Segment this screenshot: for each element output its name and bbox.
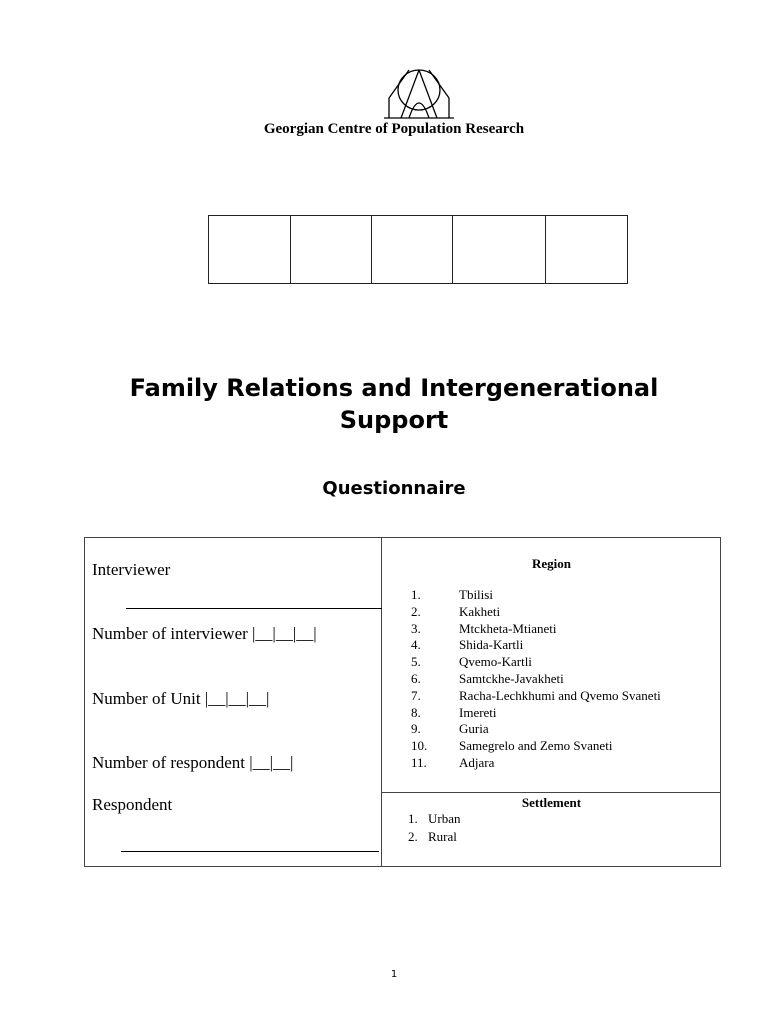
option-label: Samtckhe-Javakheti: [459, 670, 564, 686]
option-number: 6.: [411, 670, 421, 686]
region-option[interactable]: [411, 654, 661, 671]
option-number: 11.: [411, 754, 427, 770]
interviewer-number-field[interactable]: Number of interviewer |__|__|__|: [92, 624, 317, 643]
settlement-header: Settlement: [521, 795, 582, 810]
option-label: Imereti: [459, 704, 497, 720]
region-option[interactable]: [411, 688, 661, 705]
option-number: 1.: [411, 587, 421, 602]
region-option[interactable]: [411, 637, 661, 654]
respondent-number-field[interactable]: Number of respondent |__|__|: [92, 753, 294, 772]
option-number: 2.: [411, 603, 421, 619]
settlement-option[interactable]: [408, 828, 461, 846]
option-label: Rural: [428, 829, 457, 844]
option-label: Guria: [459, 721, 489, 737]
region-list: [411, 587, 661, 772]
option-number: 7.: [411, 687, 421, 703]
code-box[interactable]: [372, 216, 453, 283]
respondent-name-field[interactable]: [121, 851, 379, 852]
option-number: 5.: [411, 654, 421, 670]
unit-number-field[interactable]: Number of Unit |__|__|__|: [92, 689, 270, 708]
region-option[interactable]: [411, 738, 661, 755]
option-number: 2.: [408, 829, 418, 844]
option-label: Shida-Kartli: [459, 637, 524, 653]
settlement-list: [408, 810, 461, 846]
option-number: 8.: [411, 704, 421, 720]
page-number: 1: [390, 969, 398, 980]
code-box[interactable]: [291, 216, 372, 283]
region-option[interactable]: [411, 671, 661, 688]
organization-name: Georgian Centre of Population Research: [263, 121, 525, 137]
option-label: Adjara: [459, 754, 495, 770]
option-label: Tbilisi: [459, 587, 493, 602]
code-box[interactable]: [546, 216, 627, 283]
region-option[interactable]: [411, 621, 661, 638]
option-number: 1.: [408, 811, 418, 826]
region-option[interactable]: [411, 587, 661, 604]
option-label: Samegrelo and Zemo Svaneti: [459, 738, 613, 754]
region-option[interactable]: [411, 721, 661, 738]
option-number: 4.: [411, 637, 421, 653]
document-subtitle: Questionnaire: [322, 478, 466, 499]
gcpr-logo: [384, 68, 454, 120]
row-divider: [381, 792, 721, 793]
title-line-2: Support: [339, 406, 449, 434]
interviewer-name-field[interactable]: [126, 608, 382, 609]
option-label: Qvemo-Kartli: [459, 654, 532, 670]
option-number: 10.: [411, 738, 428, 754]
option-number: 9.: [411, 721, 421, 737]
region-option[interactable]: [411, 755, 661, 772]
option-label: Kakheti: [459, 603, 501, 619]
document-title: [0, 372, 770, 436]
settlement-option[interactable]: [408, 810, 461, 828]
respondent-label: Respondent: [92, 795, 173, 814]
option-label: Mtckheta-Mtianeti: [459, 620, 557, 636]
column-divider: [381, 537, 382, 867]
option-number: 3.: [411, 620, 421, 636]
region-option[interactable]: [411, 705, 661, 722]
region-header: Region: [532, 556, 571, 571]
option-label: Urban: [428, 811, 461, 826]
code-box[interactable]: [209, 216, 291, 283]
questionnaire-code-boxes[interactable]: [208, 215, 628, 284]
title-line-1: Family Relations and Intergenerational: [129, 374, 659, 402]
option-label: Racha-Lechkhumi and Qvemo Svaneti: [459, 687, 661, 703]
interviewer-label: Interviewer: [92, 560, 171, 579]
region-option[interactable]: [411, 604, 661, 621]
code-box[interactable]: [453, 216, 546, 283]
